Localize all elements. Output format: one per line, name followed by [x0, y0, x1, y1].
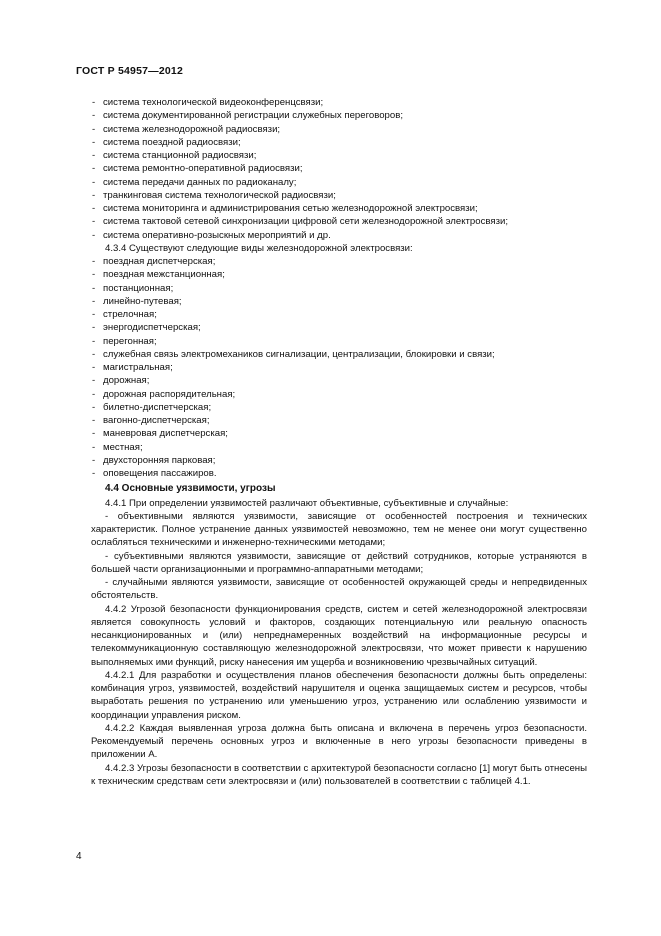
list-item [92, 414, 587, 427]
list-item-text: перегонная; [103, 335, 157, 347]
paragraph-4-4-2-2: 4.4.2.2 Каждая выявленная угроза должна быть описана и включена в перечень угроз безопасности. Рекомендуемый перечень основных угроз и включенные в него угрозы безопасности приведены в приложении А. [91, 722, 587, 761]
list-systems [91, 96, 587, 242]
list-item-text: система технологической видеоконференцсвязи; [103, 97, 324, 108]
list-dash: - [92, 454, 96, 466]
list-dash: - [92, 123, 96, 135]
paragraph-4-4-2-1: 4.4.2.1 Для разработки и осуществления планов обеспечения безопасности должны быть определены: комбинация угроз, уязвимостей, воздействий нарушителя и оценка защищаемых систем и ресурсов, чтобы выработать решения по устранению или уменьшению угроз, устранению или ослаблению уязвимости и координации управления риском. [91, 669, 587, 721]
list-dash: - [92, 309, 96, 320]
list-item-text: система передачи данных по радиоканалу; [103, 176, 297, 188]
list-item-text: местная; [103, 441, 143, 453]
list-item [92, 162, 587, 175]
list-item [92, 255, 587, 268]
list-item [92, 388, 587, 401]
list-item-text: система тактовой сетевой синхронизации цифровой сети железнодорожной электросвязи; [103, 216, 508, 228]
list-item [92, 401, 587, 414]
list-dash: - [92, 176, 96, 188]
list-dash: - [92, 97, 96, 108]
paragraph-4-4-1-random: - случайными являются уязвимости, зависящие от особенностей окружающей среды и непредвиденных обстоятельств. [91, 577, 587, 602]
paragraph-4-4-1-subjective: - субъективными являются уязвимости, зависящие от действий сотрудников, которые устраняются в большей части организационными и программно-аппаратными методами; [91, 550, 587, 575]
list-dash: - [92, 415, 96, 426]
list-dash: - [92, 335, 96, 347]
list-item-text: энергодиспетчерская; [103, 322, 201, 334]
paragraph-4-4-2-3: 4.4.2.3 Угрозы безопасности в соответствии с архитектурой безопасности согласно [1] могут быть отнесены к техническим средствам сети электросвязи и (или) пользователей в соответствии с таблицей 4.1. [91, 762, 587, 787]
list-item [92, 229, 587, 242]
paragraph-4-4-2: 4.4.2 Угрозой безопасности функционирования средств, систем и сетей железнодорожной электросвязи является совокупность условий и факторов, создающих потенциальную или реальную опасность несанкционированных и (или) непреднамеренных воздействий на информационные ресурсы и телекоммуникационную составляющую железнодорожной электросвязи, что может привести к нарушению выполняемых ими функций, риску нанесения им ущерба и возникновению чрезвычайных ситуаций. [91, 603, 587, 668]
list-item [92, 348, 587, 361]
list-item-text: дорожная распорядительная; [103, 388, 236, 400]
list-item-text: дорожная; [103, 375, 150, 387]
list-dash: - [92, 136, 96, 148]
list-item-text: система оперативно-розыскных мероприятий и др. [103, 229, 331, 241]
list-item-text: система документированной регистрации служебных переговоров; [103, 110, 403, 122]
list-item [92, 467, 587, 480]
list-item-text: система мониторинга и администрирования сетью железнодорожной электросвязи; [103, 203, 478, 214]
list-item [92, 202, 587, 215]
list-dash: - [92, 348, 96, 360]
list-item-text: служебная связь электромехаников сигнализации, централизации, блокировки и связи; [103, 348, 495, 360]
list-item-text: оповещения пассажиров. [103, 468, 217, 479]
list-dash: - [92, 468, 96, 479]
list-item [92, 441, 587, 454]
list-dash: - [92, 322, 96, 334]
paragraph-4-4-1: 4.4.1 При определении уязвимостей различают объективные, субъективные и случайные: [105, 497, 509, 509]
list-item-text: магистральная; [103, 362, 173, 373]
list-item [92, 308, 587, 321]
list-dash: - [92, 401, 96, 413]
list-dash: - [92, 189, 96, 201]
list-item-text: система железнодорожной радиосвязи; [103, 123, 281, 135]
list-dash: - [92, 295, 96, 307]
list-item-text: система поездной радиосвязи; [103, 136, 241, 148]
list-dash: - [92, 388, 96, 400]
list-item [92, 109, 587, 122]
list-item-text: постанционная; [103, 282, 174, 294]
list-item [92, 136, 587, 149]
list-dash: - [92, 428, 96, 440]
list-item [92, 295, 587, 308]
list-item-text: транкинговая система технологической радиосвязи; [103, 189, 336, 201]
list-dash: - [92, 282, 96, 294]
list-item [92, 176, 587, 189]
list-item-text: поездная межстанционная; [103, 269, 225, 281]
list-item [92, 189, 587, 202]
list-item [92, 374, 587, 387]
list-item-text: стрелочная; [103, 309, 157, 320]
list-item-text: вагонно-диспетчерская; [103, 415, 210, 426]
list-item [92, 268, 587, 281]
list-dash: - [92, 110, 96, 122]
list-item [92, 427, 587, 440]
list-dash: - [92, 216, 96, 228]
list-item [92, 149, 587, 162]
page-number: 4 [76, 851, 82, 862]
page-content [91, 96, 587, 788]
list-item-text: билетно-диспетчерская; [103, 401, 212, 413]
list-dash: - [92, 150, 96, 161]
list-item-text: система станционной радиосвязи; [103, 150, 257, 161]
list-item [92, 361, 587, 374]
list-telecom-types [91, 255, 587, 480]
list-item [92, 123, 587, 136]
list-item-text: поездная диспетчерская; [103, 256, 216, 267]
section-title-4-4: 4.4 Основные уязвимости, угрозы [105, 483, 276, 495]
document-header: ГОСТ Р 54957—2012 [76, 65, 184, 77]
list-item-text: двухсторонняя парковая; [103, 454, 216, 466]
list-dash: - [92, 375, 96, 387]
list-dash: - [92, 163, 96, 175]
list-item [92, 454, 587, 467]
list-item [92, 96, 587, 109]
list-item [92, 215, 587, 228]
list-dash: - [92, 203, 96, 214]
list-item [92, 335, 587, 348]
list-item-text: линейно-путевая; [103, 295, 182, 307]
list-dash: - [92, 256, 96, 267]
paragraph-4-3-4: 4.3.4 Существуют следующие виды железнодорожной электросвязи: [105, 242, 413, 254]
list-item-text: маневровая диспетчерская; [103, 428, 228, 440]
list-dash: - [92, 269, 96, 281]
list-dash: - [92, 229, 96, 241]
list-item-text: система ремонтно-оперативной радиосвязи; [103, 163, 303, 175]
list-dash: - [92, 441, 96, 453]
list-item [92, 321, 587, 334]
list-item [92, 282, 587, 295]
paragraph-4-4-1-objective: - объективными являются уязвимости, зависящие от особенностей построения и технических характеристик. Полное устранение данных уязвимостей невозможно, тем не менее они могут существенно ослабляться техническими и инженерно-техническими методами; [91, 510, 587, 549]
list-dash: - [92, 362, 96, 373]
